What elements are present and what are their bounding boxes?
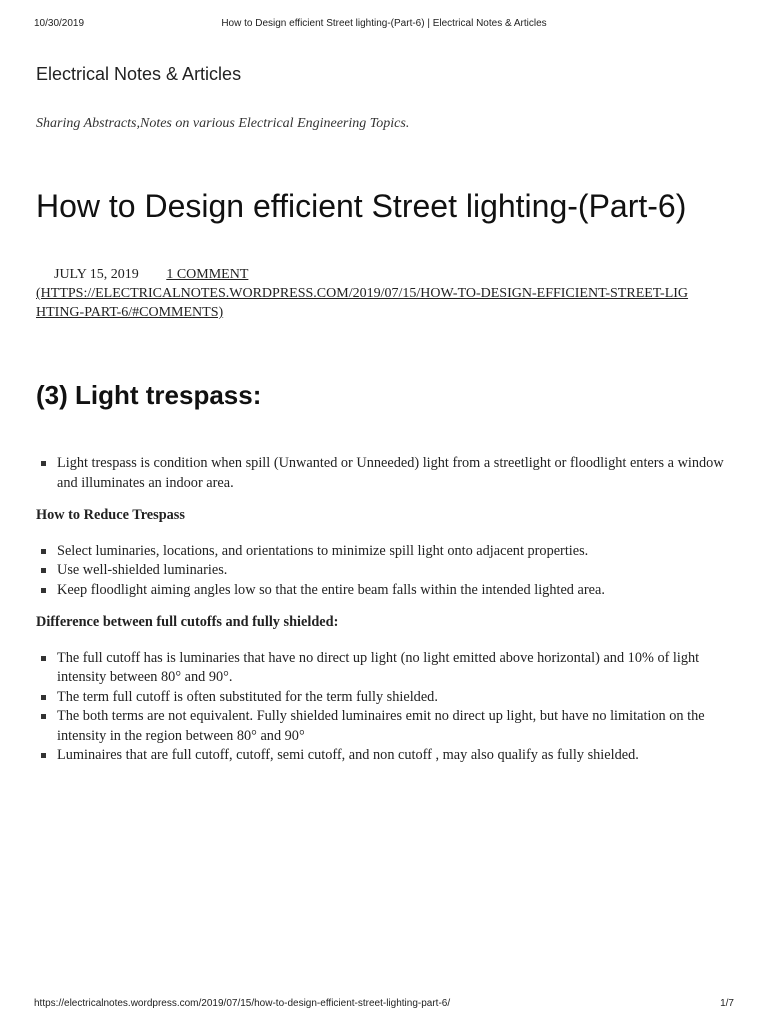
post-date: JULY 15, 2019 [54, 267, 139, 282]
list-item: Light trespass is condition when spill (Unwanted or Unneeded) light from a streetlight or floodlight enters a window and illuminates an indoor area. [36, 454, 740, 493]
section-heading: (3) Light trespass: [36, 380, 262, 410]
list-item: Keep floodlight aiming angles low so that the entire beam falls within the intended lighted area. [36, 581, 740, 601]
print-date: 10/30/2019 [34, 18, 85, 29]
reduce-trespass-heading: How to Reduce Trespass [36, 507, 185, 523]
site-title[interactable]: Electrical Notes & Articles [36, 64, 242, 84]
list-item: The full cutoff has is luminaries that have no direct up light (no light emitted above horizontal) and 10% of light intensity between 80° and 90°. [36, 649, 740, 688]
article-content [36, 454, 740, 766]
post-title: How to Design efficient Street lighting-(Part-6) [36, 188, 687, 224]
intro-list [36, 454, 740, 493]
list-item: The term full cutoff is often substituted for the term fully shielded. [36, 688, 740, 708]
comments-url-link[interactable]: (HTTPS://ELECTRICALNOTES.WORDPRESS.COM/2019/07/15/HOW-TO-DESIGN-EFFICIENT-STREET-LIGHTING-PART-6/#COMMENTS) [36, 286, 689, 320]
list-item: Select luminaries, locations, and orientations to minimize spill light onto adjacent properties. [36, 542, 740, 562]
site-tagline: Sharing Abstracts,Notes on various Electrical Engineering Topics. [36, 116, 410, 131]
print-page-title: How to Design efficient Street lighting-(Part-6) | Electrical Notes & Articles [221, 18, 547, 29]
print-footer [34, 998, 734, 1012]
post-meta [36, 265, 696, 322]
reduce-list [36, 542, 740, 601]
comments-link[interactable]: 1 COMMENT [166, 267, 249, 282]
list-item: The both terms are not equivalent. Fully shielded luminaires emit no direct up light, but have no limitation on the intensity in the region between 80° and 90° [36, 707, 740, 746]
difference-heading: Difference between full cutoffs and fully shielded: [36, 614, 339, 630]
print-url: https://electricalnotes.wordpress.com/2019/07/15/how-to-design-efficient-street-lighting-part-6/ [34, 998, 451, 1009]
difference-list [36, 649, 740, 766]
page-number: 1/7 [720, 998, 734, 1009]
list-item: Luminaires that are full cutoff, cutoff, semi cutoff, and non cutoff , may also qualify as fully shielded. [36, 746, 740, 766]
print-header [34, 18, 734, 32]
list-item: Use well-shielded luminaries. [36, 561, 740, 581]
